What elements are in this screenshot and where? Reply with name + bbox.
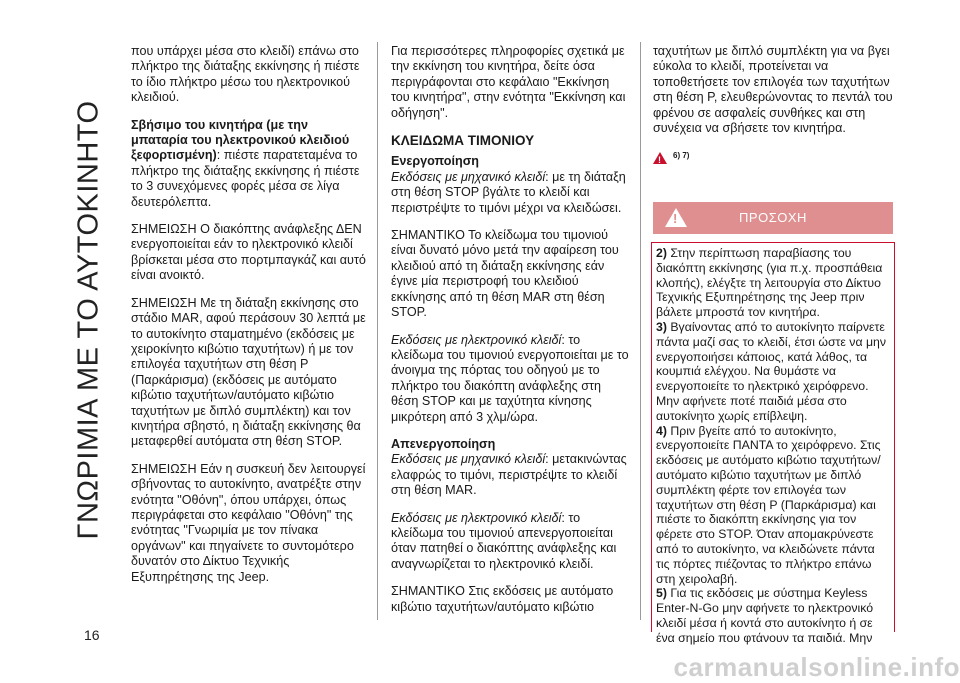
subheading-activation: Ενεργοποίηση [391, 154, 480, 169]
warning-text: Βγαίνοντας από το αυτοκίνητο παίρνετε πάντα μαζί σας το κλειδί, έτσι ώστε να μην ενεργοποιήσει κάποιος, κατά λάθος, τα κουμπιά ελέγχου. Να θυμάστε να ενεργοποιείτε το ηλεκτρικό χειρόφρενο. Μην αφήνετε ποτέ παιδιά μέσα στο αυτοκίνητο χωρίς επίβλεψη. [656, 319, 887, 423]
chapter-title-text: ΓΝΩΡΙΜΙΑ ΜΕ ΤΟ ΑΥΤΟΚΙΝΗΤΟ [72, 100, 105, 540]
paragraph-rest: : το κλείδωμα του τιμονιού απενεργοποιείται όταν πατηθεί ο διακόπτης ανάφλεξης και αναγνωρίζεται το ηλεκτρονικό κλειδί. [391, 510, 617, 571]
warning-banner [653, 202, 893, 234]
paragraph [391, 333, 631, 425]
paragraph-rest: : πιέστε παρατεταμένα το πλήκτρο της διάταξης εκκίνησης ή πιέστε το 3 συνεχόμενες φορές μέσα σε λίγα δευτερόλεπτα. [131, 148, 360, 209]
text-column-3 [653, 44, 893, 184]
paragraph [391, 452, 631, 498]
paragraph-rest: : με τη διάταξη στη θέση STOP βγάλτε το κλειδί και περιστρέψτε το τιμόνι μέχρι να κλειδώσει. [391, 169, 626, 215]
watermark: carmanualsonline.info [673, 652, 960, 682]
warning-number: 3) [656, 319, 667, 334]
paragraph-rest: : μετακινώντας ελαφρώς το τιμόνι, περιστρέψτε το κλειδί στη θέση MAR. [391, 452, 627, 498]
subheading-deactivation: Απενεργοποίηση [391, 436, 496, 451]
bold-lead: Σβήσιμο του κινητήρα (με την μπαταρία του ηλεκτρονικού κλειδιού ξεφορτισμένη) [131, 117, 350, 163]
italic-lead: Εκδόσεις με μηχανικό κλειδί [391, 169, 546, 184]
paragraph [391, 511, 631, 573]
warning-text: Πριν βγείτε από το αυτοκίνητο, ενεργοποιείτε ΠΑΝΤΑ το χειρόφρενο. Στις εκδόσεις με αυτόματο κιβώτιο ταχυτήτων/αυτόματο κιβώτιο ταχυτήτων με διπλό συμπλέκτη φέρτε τον επιλογέα των ταχυτήτων στη θέση P (Παρκάρισμα) και πιέστε το διακόπτη εκκίνησης για τον φέρετε στο STOP. Όταν απομακρύνεστε από το αυτοκίνητο, να κλειδώνετε πάντα τις πόρτες πιέζοντας το πλήκτρο επάνω στη χειρολαβή. [656, 423, 881, 586]
note-paragraph: ΣΗΜΕΙΩΣΗ Εάν η συσκευή δεν λειτουργεί σβήνοντας το αυτοκίνητο, ανατρέξτε στην ενότητα "Οθόνη", όπου υπάρχει, όπως περιγράφεται στο κεφάλαιο "Οθόνη" της ενότητας "Γνωριμία με τον πίνακα οργάνων" και πηγαίνετε το συντομότερο δυνατόν στο Δίκτυο Τεχνικής Εξυπηρέτησης της Jeep. [131, 461, 366, 584]
page-number: 16 [84, 627, 100, 643]
note-paragraph: ΣΗΜΑΝΤΙΚΟ Το κλείδωμα του τιμονιού είναι δυνατό μόνο μετά την αφαίρεση του κλειδιού από τη διάταξη εκκίνησης εάν έγινε μία περιστροφή του κλειδιού εκκίνησης από τη θέση MAR στη θέση STOP. [391, 228, 619, 320]
warning-text: Στην περίπτωση παραβίασης του διακόπτη εκκίνησης (για π.χ. προσπάθεια κλοπής), ελέγξτε τη λειτουργία στο Δίκτυο Τεχνικής Εξυπηρέτησης της Jeep πριν βάλετε μπροστά τον κινητήρα. [656, 246, 883, 320]
warning-item [656, 320, 890, 424]
italic-lead: Εκδόσεις με μηχανικό κλειδί [391, 452, 546, 467]
italic-lead: Εκδόσεις με ηλεκτρονικό κλειδί [391, 510, 562, 525]
warning-item [656, 586, 890, 645]
column-divider [640, 42, 641, 620]
warning-triangle-icon [653, 152, 667, 164]
text-column-2 [391, 44, 631, 615]
note-paragraph: ΣΗΜΕΙΩΣΗ Ο διακόπτης ανάφλεξης ΔΕΝ ενεργοποιείται εάν το ηλεκτρονικό κλειδί βρίσκεται μέσα στο πορτμπαγκάζ και αυτό είναι ανοικτό. [131, 222, 366, 283]
paragraph: Για περισσότερες πληροφορίες σχετικά με την εκκίνηση του κινητήρα, δείτε όσα περιγράφονται στο κεφάλαιο "Εκκίνηση του κινητήρα", στην ενότητα "Εκκίνηση και οδήγηση". [391, 44, 626, 120]
text-column-1 [131, 44, 366, 597]
italic-lead: Εκδόσεις με ηλεκτρονικό κλειδί [391, 332, 562, 347]
warning-text: Για τις εκδόσεις με σύστημα Keyless Enter-N-Go μην αφήνετε το ηλεκτρονικό κλειδί μέσα ή κοντά στο αυτοκίνητο ή σε ένα σημείο που φτάνουν τα παιδιά. Μην [656, 586, 874, 645]
warning-banner-label: ΠΡΟΣΟΧΗ [739, 210, 807, 225]
warning-box [656, 246, 890, 646]
warning-item [656, 424, 890, 587]
section-heading: ΚΛΕΙΔΩΜΑ ΤΙΜΟΝΙΟΥ [391, 133, 535, 149]
chapter-title-vertical [60, 40, 118, 600]
warning-number: 2) [656, 246, 667, 260]
column-divider [377, 42, 378, 620]
paragraph-rest: : το κλείδωμα του τιμονιού ενεργοποιείται με το άνοιγμα της πόρτας του οδηγού με το πλήκτρο του διακόπτη ανάφλεξης στη θέση STOP και με ταχύτητα κίνησης μικρότερη από 3 χλμ/ώρα. [391, 332, 629, 424]
warning-reference [653, 150, 893, 165]
warning-number: 5) [656, 586, 667, 601]
warning-number: 4) [656, 423, 667, 438]
warning-refs: 6) 7) [673, 151, 690, 161]
paragraph [131, 118, 366, 210]
note-paragraph: ΣΗΜΕΙΩΣΗ Με τη διάταξη εκκίνησης στο στάδιο MAR, αφού περάσουν 30 λεπτά με το αυτοκίνητο σταματημένο (εκδόσεις με χειροκίνητο κιβώτιο ταχυτήτων) ή με τον επιλογέα ταχυτήτων στη θέση P (Παρκάρισμα) (εκδόσεις με αυτόματο κιβώτιο ταχυτήτων/αυτόματο κιβώτιο ταχυτήτων με διπλό συμπλέκτη) και τον κινητήρα σβηστό, η διάταξη εκκίνησης θα μεταφερθεί αυτόματα στη θέση STOP. [131, 295, 366, 449]
warning-item [656, 246, 890, 320]
paragraph: που υπάρχει μέσα στο κλειδί) επάνω στο πλήκτρο της διάταξης εκκίνησης ή πιέστε το ίδιο πλήκτρο μέσω του ηλεκτρονικού κλειδιού. [131, 44, 360, 105]
paragraph [391, 170, 631, 216]
note-paragraph: ΣΗΜΑΝΤΙΚΟ Στις εκδόσεις με αυτόματο κιβώτιο ταχυτήτων/αυτόματο κιβώτιο [391, 584, 614, 614]
paragraph: ταχυτήτων με διπλό συμπλέκτη για να βγει εύκολα το κλειδί, προτείνεται να τοποθετήσετε τον επιλογέα των ταχυτήτων στη θέση P, ελευθερώνοντας το πεντάλ του φρένου σε ασφαλείς συνθήκες και στη συνέχεια να σβήσετε τον κινητήρα. [653, 44, 893, 136]
